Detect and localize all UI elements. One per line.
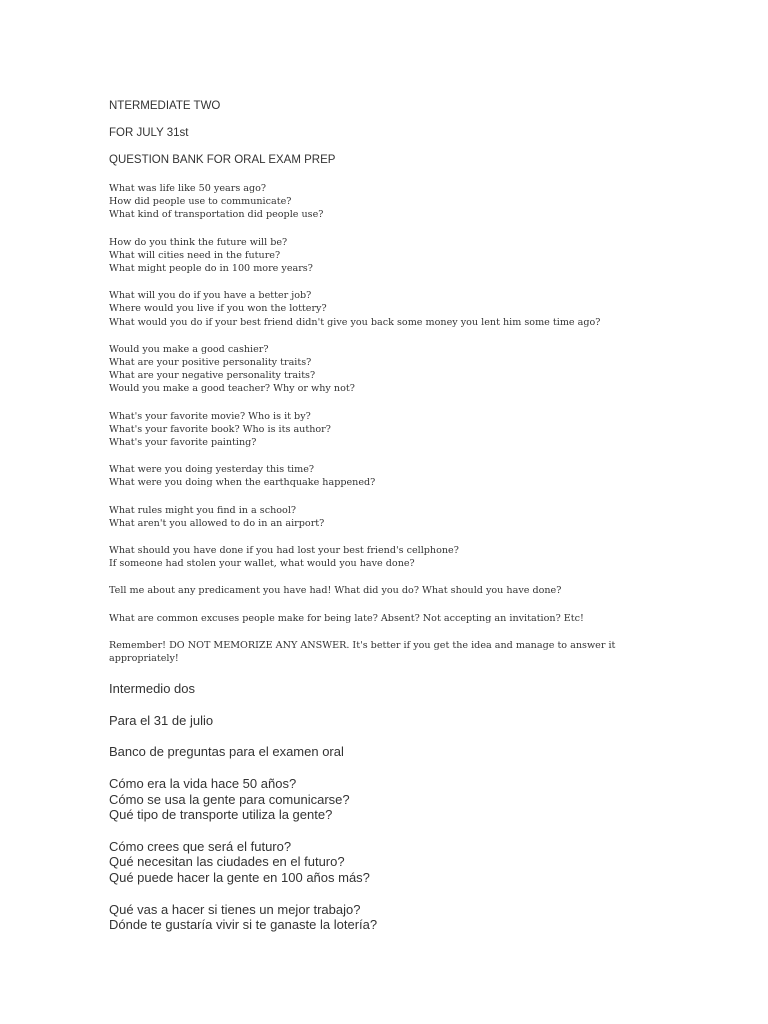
question-line: What are your positive personality traits?: [109, 357, 312, 369]
question-line: What's your favorite book? Who is its author?: [109, 423, 331, 435]
spanish-question-group-past: [109, 776, 729, 823]
spanish-question-group-conditionals: [109, 902, 729, 934]
question-line: What would you do if your best friend didn't give you back some money you lent him some time ago?: [109, 316, 601, 328]
document-page: [109, 99, 729, 949]
spanish-question-line: Dónde te gustaría vivir si te ganaste la lotería?: [109, 917, 378, 933]
question-line: What are common excuses people make for being late? Absent? Not accepting an invitation? Etc!: [109, 612, 584, 624]
question-line: What aren't you allowed to do in an airport?: [109, 517, 325, 529]
question-group-past-conditionals: [109, 544, 729, 570]
question-line: What might people do in 100 more years?: [109, 263, 313, 275]
spanish-question-line: Qué tipo de transporte utiliza la gente?: [109, 807, 333, 823]
spanish-question-group-future: [109, 839, 729, 886]
spanish-question-line: Qué vas a hacer si tienes un mejor trabajo?: [109, 901, 361, 917]
document-subtitle: QUESTION BANK FOR ORAL EXAM PREP: [109, 154, 336, 166]
question-line: What was life like 50 years ago?: [109, 183, 267, 194]
question-group-rules: [109, 504, 729, 530]
spanish-title: Intermedio dos: [109, 681, 195, 697]
question-group-future: [109, 236, 729, 276]
spanish-question-line: Cómo se usa la gente para comunicarse?: [109, 791, 350, 807]
question-line: How do you think the future will be?: [109, 236, 288, 248]
question-line: What will cities need in the future?: [109, 249, 281, 261]
question-group-predicament: [109, 584, 729, 597]
spanish-question-line: Qué necesitan las ciudades en el futuro?: [109, 854, 345, 870]
question-line: What are your negative personality traits?: [109, 370, 316, 382]
question-line: Would you make a good teacher? Why or why not?: [109, 383, 355, 395]
question-group-favorites: [109, 410, 729, 450]
document-date: FOR JULY 31st: [109, 127, 189, 139]
spanish-question-line: Cómo crees que será el futuro?: [109, 838, 292, 854]
question-group-conditionals: [109, 289, 729, 329]
reminder-text: Remember! DO NOT MEMORIZE ANY ANSWER. It's better if you get the idea and manage to answer it appropriately!: [109, 639, 616, 665]
question-line: If someone had stolen your wallet, what would you have done?: [109, 558, 415, 570]
question-group-past: [109, 182, 729, 222]
reminder-note: [109, 639, 629, 665]
question-group-excuses: [109, 612, 729, 625]
document-title: NTERMEDIATE TWO: [109, 100, 221, 112]
question-line: What were you doing yesterday this time?: [109, 464, 315, 476]
spanish-question-line: Qué puede hacer la gente en 100 años más?: [109, 870, 370, 886]
question-line: Where would you live if you won the lottery?: [109, 303, 327, 315]
spanish-subtitle: Banco de preguntas para el examen oral: [109, 744, 344, 760]
question-line: How did people use to communicate?: [109, 196, 292, 208]
question-group-personality: [109, 343, 729, 396]
question-line: What will you do if you have a better job?: [109, 290, 312, 302]
spanish-date: Para el 31 de julio: [109, 712, 214, 728]
question-line: What were you doing when the earthquake happened?: [109, 477, 376, 489]
question-line: What kind of transportation did people use?: [109, 209, 324, 221]
question-line: What's your favorite painting?: [109, 437, 257, 449]
question-line: What should you have done if you had lost your best friend's cellphone?: [109, 545, 459, 557]
spanish-question-line: Cómo era la vida hace 50 años?: [109, 775, 297, 791]
question-line: What rules might you find in a school?: [109, 504, 297, 516]
question-line: What's your favorite movie? Who is it by?: [109, 410, 311, 422]
question-line: Tell me about any predicament you have had! What did you do? What should you have done?: [109, 585, 562, 597]
question-group-past-continuous: [109, 463, 729, 489]
question-line: Would you make a good cashier?: [109, 343, 269, 355]
